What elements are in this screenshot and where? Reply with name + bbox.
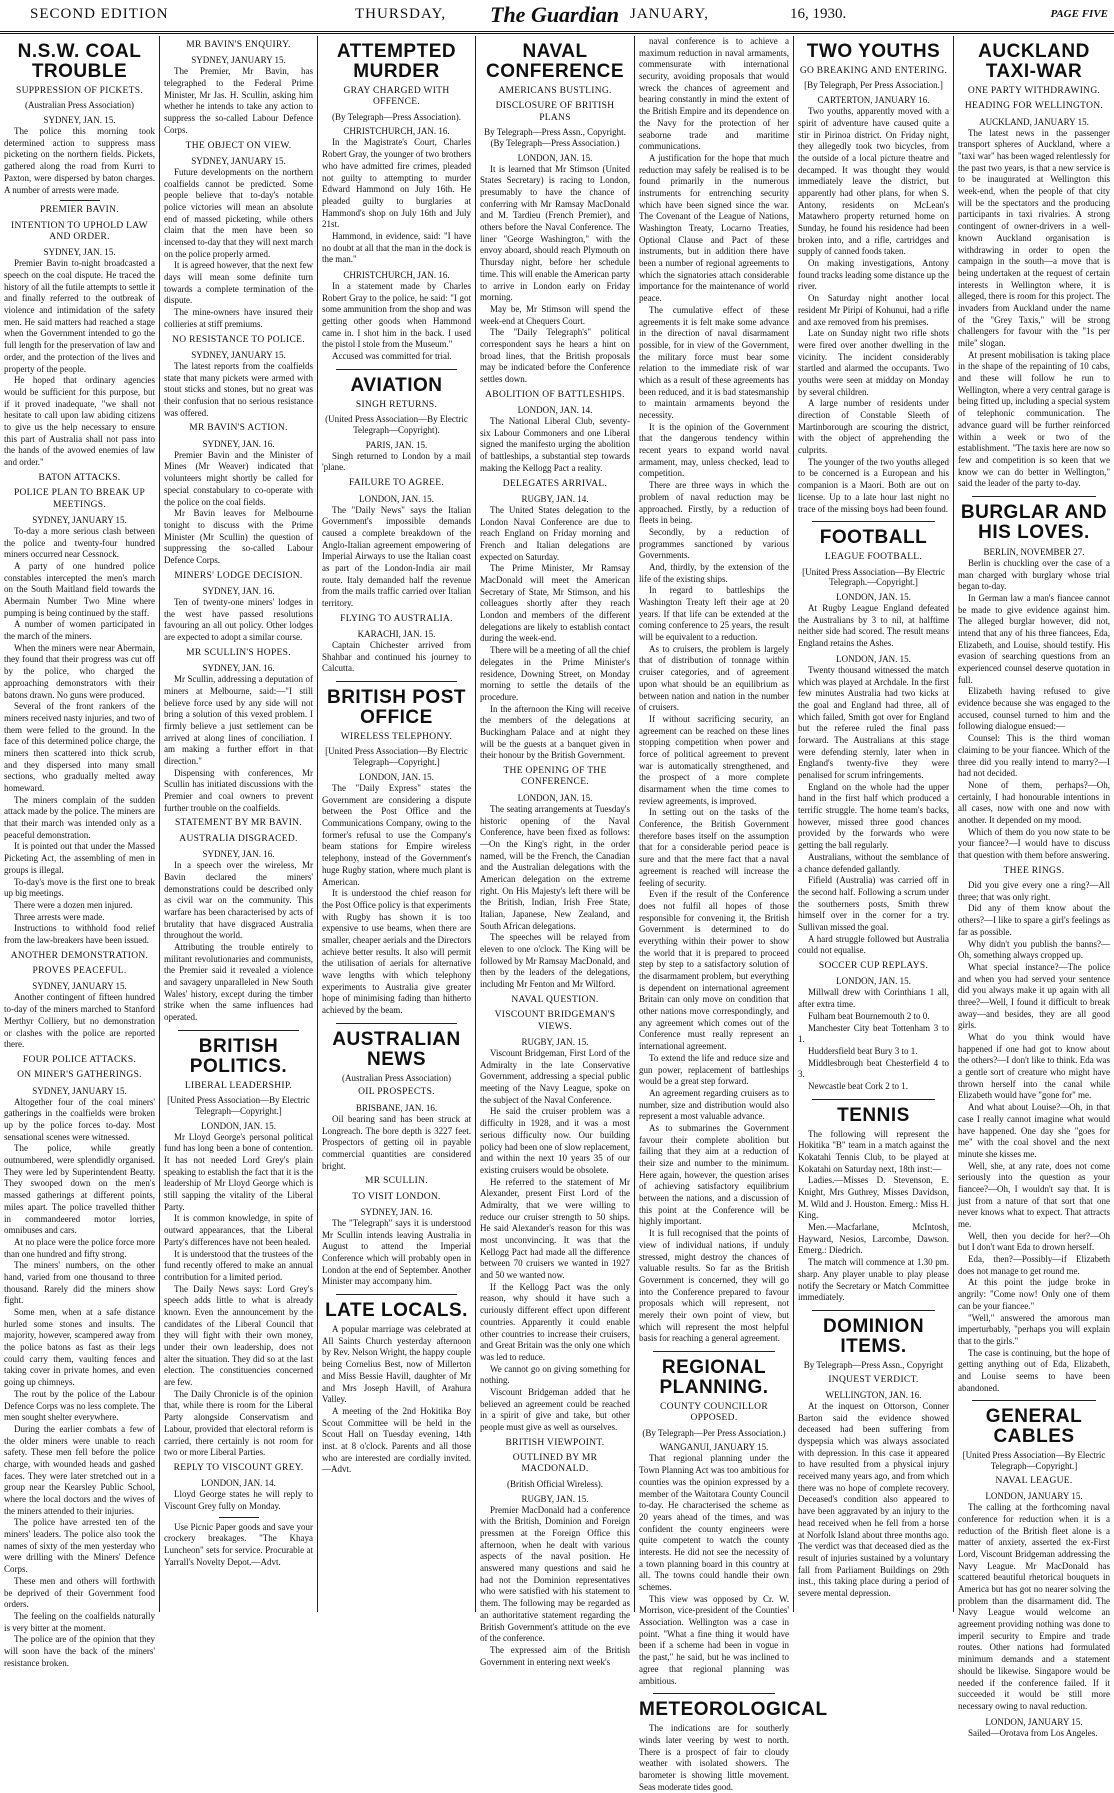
paragraph: It is learned that Mr Stimson (United States Secretary) is racing to London, presumably to have the chance of conferring with Mr Ramsay MacDonald and M. Tardieu (French Premier), and others before the Naval Conference. The liner "George Washington," with the envoy aboard, should reach Plymouth on Thursday night, before her schedule time. This will enable the American party to arrive in London early on Friday morning. [480, 163, 630, 303]
divider [812, 1310, 935, 1311]
paragraph: In regard to battleships the Washington Treaty left their age at 20 years. If that life can be extended at the coming conference to 25 years, the result will be equivalent to a reduction. [639, 585, 789, 643]
headline: LATE LOCALS. [325, 1300, 468, 1322]
paragraph: There were a dozen men injured. [14, 899, 133, 910]
column-1 [0, 36, 160, 1668]
column-3 [318, 36, 476, 1612]
paragraph: The indications are for southerly winds later veering by west to north. There is a prospect of fair to cloudy weather with isolated showers. The barometer is showing little movement. Seas moderate tides good. [639, 1723, 789, 1792]
subheading: AMERICANS BUSTLING. [498, 85, 612, 96]
paragraph: The police are of the opinion that they will soon have the back of the miners' resistance broken. [4, 1634, 155, 1668]
subheading: SOCCER CUP REPLAYS. [818, 961, 929, 972]
paragraph: Well, she, at any rate, does not come seriously into the question as your fiancee?—Oh, I wouldn't say that. It is just from a nature of that sort that one never knows what to expect. That attracts me. [958, 1160, 1110, 1230]
paragraph: Secondly, by a reduction of programmes sanctioned by various Governments. [639, 526, 789, 561]
dateline: PARIS, JAN. 15. [365, 439, 428, 450]
paragraph: These men and others will forthwith be deprived of their Government food orders. [4, 1575, 155, 1610]
source-line: (By Telegraph—Press Association). [332, 111, 461, 122]
paragraph: The latest news in the passenger transport spheres of Auckland, where a "taxi war" has been waged relentlessly for the past two years, is that a new service is to be inaugurated at Wellington this week-end, when the people of that city will be the spectators and the producing participants in taxi rivalries. A strong contingent of owner-drivers in a well-known Auckland organisation is withdrawing in order to open the campaign in the south—a move that is being undertaken at the request of certain interests in Wellington where, it is alleged, there is room for this project. The invaders from Auckland under the name of the "Grey Taxis," will be strong challengers for favour with the "1s per mile" slogan. [958, 127, 1110, 349]
subheading: VISCOUNT BRIDGEMAN'S VIEWS. [494, 1010, 616, 1032]
paragraph: A justification for the hope that much reduction may safely be realised is to be found primarily in the numerous instruments for entrenching security which have been signed since the war. The Covenant of the League of Nations, Washington Treaty, Locarno Treaties, Optional Clause and Pact of these instruments, but in addition there have been a number of regional agreements to which the signatories attach considerable importance for the maintenance of world peace. [639, 152, 789, 304]
advertisement: Use Picnic Paper goods and save your crockery breakages. "The Khaya Luncheon" sets for service. Procurable at Yarrall's Novelty Depot.—Advt. [164, 1521, 313, 1567]
source-line: (By Telegraph—Per Press Association.) [642, 1427, 786, 1438]
masthead [0, 0, 1114, 34]
dateline: SYDNEY, JANUARY 15. [32, 1085, 127, 1096]
paragraph: The miners' numbers, on the other hand, varied from one thousand to three thousand. Rarely did the miners show fight. [4, 1260, 155, 1306]
dateline: LONDON, JAN. 15. [359, 772, 434, 783]
headline: FOOTBALL [819, 527, 928, 549]
divider [336, 369, 457, 370]
subheading: THE OBJECT ON VIEW. [185, 140, 292, 151]
subheading: MR BAVIN'S ENQUIRY. [186, 40, 291, 50]
paragraph: Twenty thousand witnessed the match which was played at Archdale. In the first few minutes Australia had two kicks at the goal and England had three, all of which failed, Smith got over for England but the referee ruled the final pass forward. The Australians at this stage were defending sternly, later when in England's twenty-five they were penalised for scrum infringements. [798, 664, 949, 781]
source-line: (United Press Association—By Electric Telegraph—Copyright). [325, 414, 468, 435]
headline: N.S.W. COAL TROUBLE [17, 41, 142, 82]
paragraph: To-day's move is the first one to break up big meetings. [4, 876, 155, 899]
paragraph: In the Magistrate's Court, Charles Robert Gray, the younger of two brothers who have admitted fire crimes, pleaded not guilty to attempting to murder Edward Hammond on July 16th. He pleaded guilty to burglaries at Hammond's shop on July 16th and July 21st. [322, 137, 471, 230]
subheading: PREMIER BAVIN. [40, 205, 119, 216]
paragraph: Singh returned to London by a mail 'plane. [322, 450, 471, 473]
subheading: SUPPRESSION OF PICKETS. [15, 85, 143, 96]
subheading: SINGH RETURNS. [355, 399, 438, 410]
dateline: LONDON, JAN. 15. [359, 493, 434, 504]
subheading: FLYING TO AUSTRALIA. [340, 613, 453, 624]
source-line: [United Press Association—By Electric Telegraph—Copyright.] [167, 1095, 310, 1116]
paragraph: As to submarines the Government favour their complete abolition but failing that they aim at a reduction of their size and number to the minimum. Here again, however, the question arises of achieving satisfactory equilibrium between the nations, and a discussion of this point at the Conference will be highly important. [639, 1122, 789, 1227]
dateline: LONDON, JANUARY 15. [985, 1716, 1083, 1727]
headline: METEOROLOGICAL [639, 1699, 828, 1721]
subheading: LEAGUE FOOTBALL. [824, 552, 923, 563]
source-line: [United Press Association—By Electric Telegraph—Copyright.] [325, 746, 468, 768]
paragraph: In a statement made by Charles Robert Gray to the police, he said: "I got some ammunition from the shop and was getting other goods when Hammond came in. I shot him in the back. I used the pistol I stole from the Museum." [322, 281, 471, 350]
paragraph: The "Daily News" says the Italian Government's impossible demands caused a complete breakdown of the Anglo-Italian agreement empowering of Imperial Airways to use the Italian coast as part of the London-India air mail route. Italy demanded half the revenue from the mails traffic carried over Italian territory. [322, 504, 471, 609]
paragraph: At present mobilisation is taking place in the shape of the repainting of 10 cabs, and these will follow he run to Wellington, where a very central garage is being fitted up, including a special system of telephonic communication. The advance guard will be further reinforced within a week or two of the establishment. "The taxis here are now so few and competition is so keen that we know we can do better in Wellington," said the leader of the party to-day. [958, 349, 1110, 489]
paragraph: In the afternoon the King will receive the members of the delegations at Buckingham Palace and at night they will be the guests at a banquet given in their honour by the British Government. [480, 703, 630, 761]
subheading: MR SCULLIN. [365, 1176, 428, 1187]
paragraph: On making investigations, Antony found tracks leading some distance up the river. [798, 258, 949, 292]
dateline: RUGBY, JAN. 14. [521, 493, 589, 504]
paragraph: A large number of residents under direction of Constable Sleeth of Martinborough are scouring the district, with the object of apprehending the culprits. [798, 398, 949, 456]
subheading: ONE PARTY WITHDRAWING. [967, 85, 1101, 96]
subheading: OUTLINED BY MR MACDONALD. [512, 1453, 598, 1475]
paragraph: The "Daily Telegraph's" political correspondent says he hears a hint on broad lines, that the British proposals may be indicated before the Conference settles down. [480, 327, 630, 385]
dateline: LONDON, JAN. 14. [517, 405, 593, 416]
divider [653, 1693, 775, 1694]
source-line: [By Telegraph, Per Press Association.] [804, 80, 943, 91]
dateline: SYDNEY, JANUARY 15. [32, 981, 127, 992]
headline: BRITISH POLITICS. [189, 1035, 288, 1077]
subheading: DELEGATES ARRIVAL. [502, 478, 608, 489]
paragraph: Hammond, in evidence, said: "I have no doubt at all that the man in the dock is the man." [322, 230, 471, 265]
paragraph: An agreement regarding cruisers as to number, size and distribution would also represent a most valuable advance. [639, 1087, 789, 1122]
paragraph: The Daily Chronicle is of the opinion that, while there is room for the Liberal Party alongside Conservatism and Labour, provided that electoral reform is carried, there certainly is not room for two or more Liberal Parties. [164, 1388, 313, 1458]
paragraph: It is understood the chief reason for the Post Office policy is that experiments with Rugby has shown it is too expensive to use beams, when there are smaller, cheaper aerials and the Directors achieve better results. It also will permit the utilisation of aerials for alternative wave lengths with which telephony experiments to Australia give greater hope of minimising fading than hitherto achieved by the beam. [322, 888, 471, 1016]
paragraph: The miners complain of the sudden attack made by the police. The miners are that their march was intended only as a peaceful demonstration. [4, 794, 155, 840]
paragraph: The following will represent the Hokitika "B" team in a match against the Kokatahi Tennis Club, to be played at Kokatahi on Saturday next, 18th inst:— [798, 1128, 949, 1174]
headline: AUSTRALIAN NEWS [332, 1028, 461, 1070]
paragraph: The calling at the forthcoming naval conference for reduction when it is a reduction of the British fleet alone is a matter of anxiety, asserted the ex-First Lord, Viscount Bridgeman addressing the Navy League. Mr MacDonald has scattered beautiful rhetorical bouquets in America but has got no nearer solving the problem than the disarmament did. The Navy League would welcome an agreement providing nothing was done to imperil security to Empire and trade routes. Other nations had formulated minimum demands and a statement should be likewise. Singapore would be needed if the conference failed. If it succeeded it would be still more necessary owing to naval reduction. [958, 1502, 1110, 1711]
paragraph: Viscount Bridgeman, First Lord of the Admiralty in the late Conservative Government, addressing a special public meeting of the Navy League, spoke on the subject of the Naval Conference. [480, 1048, 630, 1105]
dateline: KARACHI, JAN. 15. [357, 629, 436, 640]
subheading: COUNTY COUNCILLOR OPPOSED. [660, 1401, 768, 1424]
dateline: LONDON, JAN. 15. [836, 653, 911, 664]
headline: REGIONAL PLANNING. [659, 1357, 769, 1398]
paragraph: Sailed—Orotava from Los Angeles. [968, 1727, 1098, 1738]
dateline: SYDNEY, JANUARY 15. [191, 349, 286, 360]
issue-month: JANUARY, [630, 6, 709, 22]
dateline: RUGBY, JAN. 15. [521, 1037, 589, 1047]
paragraph: A party of one hundred police constables intercepted the men's march on the South Maitland field towards the Abermain Number Two Mine where pumping is being continued by the staff. [4, 560, 155, 618]
dateline: RUGBY, JAN. 15. [521, 1493, 589, 1504]
paragraph: Captain Chichester arrived from Shahbar and continued his journey to Calcutta. [322, 640, 471, 674]
paragraph: Even if the result of the Conference does not fulfil all hopes of those responsible for convening it, the British Government is determined to do everything within their power to show the world that it is prepared to proceed step by step to a satisfactory solution of the disarmament problem, but everything is dependent on international agreement Britain can only move on condition that other nations move correspondingly, and any agreement which comes out of the Conference must really represent an international agreement. [639, 889, 789, 1052]
paragraph: Ten of twenty-one miners' lodges in the west have passed resolutions favouring an all out policy. Other lodges are expected to adopt a similar course. [164, 597, 313, 643]
issue-date: 16, 1930. [790, 6, 847, 22]
headline: AVIATION [350, 374, 443, 396]
subheading: BATON ATTACKS. [38, 472, 121, 483]
paragraph: If the Kellogg Pact was the only reason, why should it have such a curiously different effect upon different countries. Apparently it could enable other countries to increase their cruisers, and Great Britain was the only one which was led to reduce. [480, 1281, 630, 1362]
dateline: CHRISTCHURCH, JAN. 16. [343, 270, 450, 281]
paragraph: In a speech over the wireless, Mr Bavin declared the miners' demonstrations could be described only as civil war on the community. This warfare has been characterised by acts of brutality that have disgraced Australia throughout the world. [164, 860, 313, 941]
paragraph: The case is continuing, but the hope of getting anything out of Eda, Elizabeth, and Louise seems to have been abandoned. [958, 1347, 1110, 1393]
dateline: SYDNEY, JANUARY 15. [191, 155, 286, 166]
subheading: FOUR POLICE ATTACKS. [22, 1054, 137, 1065]
dateline: LONDON, JAN. 15. [201, 1120, 276, 1131]
headline: TENNIS [837, 1104, 910, 1126]
subheading: STATEMENT BY MR BAVIN. [174, 818, 303, 829]
paragraph: Instructions to withhold food relief from the law-breakers have been issued. [4, 923, 155, 945]
paragraph: Did any of them know about the others?—I like to spare a girl's feelings as far as possible. [958, 903, 1110, 937]
paragraph: Elizabeth having refused to give evidence because she was engaged to the accused, counsel turned to him and the following dialogue ensued:— [958, 686, 1110, 732]
dateline: CARTERTON, JANUARY 16. [817, 95, 930, 106]
subheading: THE OPENING OF THE CONFERENCE. [503, 766, 607, 788]
paragraph: It is pointed out that under the Massed Picketing Act, the assembling of men in groups is illegal. [4, 841, 155, 875]
paragraph: To extend the life and reduce size and gun power, replacement of battleships would be a great step forward. [639, 1052, 789, 1087]
paragraph: The police have arrested ten of the miners' leaders. The police also took the names of sixty of the men yesterday who were drilling with the Miners' Defence Corps. [4, 1517, 155, 1575]
paragraph: Altogether four of the coal miners' gatherings in the coalfields were broken up by the police forces to-day. Most sensational scenes were witnessed. [4, 1096, 155, 1142]
dateline: SYDNEY, JANUARY 15. [32, 514, 127, 525]
dateline: CHRISTCHURCH, JAN. 16. [343, 126, 450, 137]
dateline: LONDON, JAN. 15. [517, 792, 593, 803]
paragraph: The "Daily Express" states the Government are considering a dispute between the Post Office and the Communications Company, owing to the former's refusal to use the Company's beam stations for Empire wireless telephony, instead of the Government's huge Rugby station, where much plant is American. [322, 783, 471, 887]
paragraph: Premier Bavin to-night broadcasted a speech on the coal dispute. He traced the history of all the futile attempts to settle it and finally referred to the outbreak of violence and intimidation of the safety men. He said matters had reached a stage when the Government intended to go the full length for the preservation of law and order, and the protection of the lives and property of the people. [4, 258, 155, 374]
source-line: (Australian Press Association) [25, 100, 134, 111]
paragraph: It is the opinion of the Government that the dangerous tendency within recent years to expand world naval armament, may, unless checked, lead to competition. [639, 421, 789, 479]
paragraph: A number of women participated in the march of the miners. [4, 619, 155, 642]
paragraph: Middlesbrough beat Chesterfield 4 to 3. [798, 1057, 949, 1080]
dateline: LONDON, JAN. 15. [517, 152, 593, 163]
subheading: ABOLITION OF BATTLESHIPS. [485, 389, 625, 400]
dateline: WELLINGTON, JAN. 16. [825, 1389, 922, 1400]
subheading: ON MINER'S GATHERINGS. [17, 1070, 142, 1081]
subheading: PROVES PEACEFUL. [32, 966, 127, 977]
subheading: INTENTION TO UPHOLD LAW AND ORDER. [11, 220, 148, 242]
paragraph: Several of the front rankers of the miners received nasty injuries, and two of them were felled to the ground. In the face of this determined police charge, the miners then scattered into thick scrub, and they dispersed into many small sections, who gradually melted away homeward. [4, 701, 155, 794]
paragraph: It is common knowledge, in spite of outward appearances, that the Liberal Party's differences have not been healed. [164, 1213, 313, 1247]
paragraph: Premier Bavin and the Minister of Mines (Mr Weaver) indicated that volunteers might shortly be called for special constabulary to co-operate with the police on the coal fields. [164, 449, 313, 507]
divider [336, 681, 457, 682]
paragraph: Two youths, apparently moved with a spirit of adventure have caused quite a stir in Pirinoa district. On Friday night, they allegedly took two bicycles, from the outside of a local picture theatre and decamped. It was thought they would immediately leave the district, but apparently had other plans, for when S. Antony, residents on McLean's Matawhero property returned home on Sunday, he found his residence had been broken into, and a rifle, cartridges and supply of canned foods taken. [798, 106, 949, 257]
edition-label: SECOND EDITION [30, 6, 169, 22]
paragraph: The mine-owners have insured their collieries at stiff premiums. [164, 307, 313, 329]
paragraph: He referred to the statement of Mr Alexander, present First Lord of the Admiralty, that we were willing to reduce our cruiser strength to 50 ships. He said Alexander's reason for this was most unconvincing. It was that the Kellogg Pact had made all the difference between 70 cruisers we wanted in 1927 and 50 we wanted now. [480, 1176, 630, 1281]
paragraph: The cumulative effect of these agreements it is felt make some advance in the direction of naval disarmament possible, for in view of the Government, the military force must bear some relation to the immediate risk of war which as a result of these agreements has been reduced, and it is bad statesmanship to maintain armaments beyond the necessity. [639, 304, 789, 420]
source-line: [United Press Association—By Electric Telegraph.—Copyright.] [802, 566, 945, 588]
dateline: SYDNEY, JAN. 16. [360, 1207, 433, 1218]
subheading: WIRELESS TELEPHONY. [340, 732, 453, 743]
paragraph: Manchester City beat Tottenham 3 to 1. [798, 1022, 949, 1045]
paragraph: The expressed aim of the British Government in entering next week's [480, 1644, 630, 1667]
subheading: MR SCULLIN'S HOPES. [186, 647, 291, 658]
paragraph: Fifield (Australia) was carried off in the second half. Following a scrum under the southerners posts, Smith threw himself over in the corner for a try. Sullivan missed the goal. [798, 875, 949, 932]
paragraph: Australians, without the semblance of a chance defended gallantly. [798, 851, 949, 874]
paragraph: Future developments on the northern coalfields cannot be predicted. Some people believe that to-day's notable police victories will mean an absolute end of massed picketing, while others claim that the men have been so incensed to-day that they will next march on the police properly armed. [164, 166, 313, 259]
paragraph: He said the cruiser problem was a difficulty in 1928, and it was a most serious difficulty now. Our building policy had been one of slow replacement, and within the next 10 years 35 of our existing cruisers would be obsolete. [480, 1106, 630, 1175]
dateline: SYDNEY, JAN. 15. [43, 247, 116, 258]
paragraph: At the inquest on Ottorson, Conner Barton said the evidence showed deceased had been suffering from dyspepsia which was always associated with depression. In this case it appeared to have resulted from a physical injury received many years ago, and from which there was no hope of complete recovery. Deceased's condition also appeared to have been aggravated by an injury to the head received when he fell from a horse at Norfolk Island about three months ago. The verdict was that deceased died as the result of injuries sustained by a voluntary fall from Parliament Buildings on 29th inst., this taking place during a period of severe mental depression. [798, 1400, 949, 1598]
source-line: [United Press Association—By Electric Telegraph—Copyright.] [962, 1450, 1106, 1472]
paragraph: What special instance?—The police and when you had served your sentence did you always make it up again with all three?—Well, I found it difficult to break away—and besides, they are all good girls. [958, 961, 1110, 1031]
paragraph: Did you give every one a ring?—All three; that was only right. [958, 880, 1110, 902]
paragraph: Accused was committed for trial. [332, 351, 452, 362]
headline: ATTEMPTED MURDER [336, 41, 457, 82]
dateline: BERLIN, NOVEMBER 27. [983, 546, 1085, 557]
paragraph: Oil bearing sand has been struck at Longreach. The bore depth is 3227 feet. Prospectors of getting oil in payable commercial quantities are considered bright. [322, 1113, 471, 1171]
paragraph: A popular marriage was celebrated at All Saints Church yesterday afternoon by Rev. Nelson Wright, the happy couple being Cornelius Best, now of Millerton and Miss Bessie Havill, daughter of Mr and Mrs Joseph Havill, of Arahura Valley. [322, 1324, 471, 1405]
paragraph: Three arrests were made. [14, 911, 105, 922]
paragraph: The match will commence at 1.30 pm. sharp. Any player unable to play please notify the Secretary or Match Committee immediately. [798, 1257, 949, 1303]
dateline: SYDNEY, JAN. 16. [202, 663, 275, 674]
paragraph: That regional planning under the Town Planning Act was too ambitious for counties was the opinion expressed by a member of the Waitotara County Council to-day. He characterised the scheme as 20 years ahead of the times, and was confident the county engineers were quite competent to watch the county interests. He did not see the necessity of a town planning board in this country at all. The towns could handle their own schemes. [639, 1453, 789, 1593]
subheading: LIBERAL LEADERSHIP. [184, 1080, 293, 1091]
column-2 [160, 36, 318, 1612]
subheading: MINERS' LODGE DECISION. [174, 570, 303, 581]
dateline: LONDON, JAN. 14. [201, 1478, 276, 1489]
source-line: By Telegraph—Press Assn., Copyright. (By Telegraph—Press Association.) [484, 127, 626, 148]
paragraph: Some men, when at a safe distance hurled some stones and insults. The majority, however, scampered away from the police batons as fast as their legs could carry them, vaulting fences and taking cover in private homes, and even going up chimneys. [4, 1307, 155, 1388]
paragraph: It is agreed however, that the next few days will mean some definite turn towards a complete termination of the dispute. [164, 260, 313, 306]
paragraph: May be, Mr Stimson will spend the week-end at Chequers Court. [480, 303, 630, 326]
paragraph: This view was opposed by Cr. W. Morrison, vice-president of the Counties' Association. Wellington was a case in point. "What a fine thing it would have been if a scheme had been in vogue in the past," he said, but he was inclined to agree that regional planning was ambitious. [639, 1593, 789, 1686]
column-5 [635, 36, 828, 1792]
paragraph: And what about Louise?—Oh, in that case I really cannot imagine what would have happened. One day she "goes for me" with the coal shovel and the next minute she kisses me. [958, 1102, 1110, 1159]
headline: AUCKLAND TAXI-WAR [978, 41, 1090, 82]
paragraph: Huddersfield beat Bury 3 to 1. [808, 1045, 918, 1056]
page-number: PAGE FIVE [1050, 8, 1108, 20]
paragraph: Viscount Bridgeman added that he believed an agreement could be reached in a spirit of give and take, but other people must give as well as ourselves. [480, 1386, 630, 1432]
paragraph: The Premier, Mr Bavin, has telegraphed to the Federal Prime Minister, Mr Jas. H. Scullin, asking him whether he intends to take any action to suppress the so-called Labour Defence Corps. [164, 66, 313, 135]
dateline: BRISBANE, JAN. 16. [355, 1102, 438, 1113]
subheading: ANOTHER DEMONSTRATION. [10, 950, 149, 961]
paragraph: Premier MacDonald had a conference with the British, Dominion and Foreign pressmen at the Foreign Office this afternoon, when he dealt with various aspects of the naval position. He answered many questions and said he had not the Dominion representatives who were satisfied with his statement to them. The following may be regarded as an authoritative statement regarding the British Government's attitude on the eve of the conference. [480, 1504, 630, 1644]
subheading: NAVAL LEAGUE. [995, 1475, 1073, 1486]
paragraph: There will be a meeting of all the chief delegates in the Prime Minister's residence, Downing Street, on Monday morning to settle the details of the procedure. [480, 645, 630, 702]
subheading: AUSTRALIA DISGRACED. [179, 833, 298, 844]
subheading: GRAY CHARGED WITH OFFENCE. [343, 85, 450, 108]
headline: GENERAL CABLES [985, 1406, 1083, 1448]
columns [0, 36, 1114, 1792]
subheading: DISCLOSURE OF BRITISH PLANS [495, 101, 615, 123]
paragraph: There are three ways in which the problem of naval reduction may be approached. Firstly, by a reduction of fleets in being. [639, 480, 789, 526]
paragraph: England on the whole had the upper hand in the first half which produced a terrific struggle. The home team's backs, however, missed three good chances provided by the forwards who were getting the ball regularly. [798, 781, 949, 851]
paragraph: Why didn't you publish the banns?—Oh, something always cropped up. [958, 938, 1110, 961]
dateline: SYDNEY, JANUARY 15. [191, 55, 286, 66]
subheading: NAVAL QUESTION. [511, 994, 599, 1005]
paragraph: The police this morning took determined action to suppress mass picketing on the northern fields. Pickets, gathered along the road from Kurri to Paxton, were dispersed by baton charges. A number of arrests were made. [4, 126, 155, 195]
paragraph: To-day a more serious clash between the police and twenty-four hundred miners occurred near Cessnock. [4, 525, 155, 560]
paragraph: Dispensing with conferences, Mr Scullin has initiated discussions with the Premier and coal owners to prevent further trouble on the coalfields. [164, 767, 313, 813]
divider [653, 1351, 775, 1352]
paragraph: During the earlier combats a few of the older miners were unable to reach safety. These men fell before the police charge, with wounded heads and gashed faces. They were later stretched out in a group near the Kearsley Public School, where the local doctors and the wives of the miners attended to their injuries. [4, 1423, 155, 1516]
paragraph: He hoped that ordinary agencies would be sufficient for this purpose, but if it proved inadequate, "we shall not hesitate to call upon law abiding citizens to give us the help necessary to ensure this part of Australia shall not pass into the hands of the avowed enemies of law and order." [4, 375, 155, 468]
source-line: (Australian Press Association) [342, 1072, 451, 1083]
headline: TWO YOUTHS [806, 41, 941, 62]
paragraph: In setting out on the tasks of the Conference, the British Government therefore bases itself on the assumption that for a considerable period peace is sure and that the mere fact that a naval agreement is reached will increase the feeling of security. [639, 807, 789, 888]
paragraph: Which of them do you now state to be your fiancee?—I would have to discuss that question with them before answering. [958, 826, 1110, 861]
paragraph: On Saturday night another local resident Mr Piripi of Kohunui, had a rifle and axe removed from his premises. [798, 293, 949, 327]
paragraph: Berlin is chuckling over the case of a man charged with burglary whose trial began to-day. [958, 557, 1110, 592]
paragraph: The "Telegraph" says it is understood Mr Scullin intends leaving Australia in August to attend the Imperial Conference which will probably open in London at the end of September. Another Minister may accompany him. [322, 1218, 471, 1287]
paragraph: Ladies.—Misses D. Stevenson, E. Knight, Mrs Guthrey, Misses Davidson, M. Wild and J. Houston. Emerg.: Miss H. King. [798, 1175, 949, 1221]
column-4 [476, 36, 635, 1667]
paragraph: The speeches will be relayed from eleven to one o'clock. The King will be followed by Mr Ramsay MacDonald, and then by the leaders of the delegations, including Mr Fenton and Mr Wilford. [480, 932, 630, 990]
paragraph: It is full recognised that the points of view of individual nations, if unduly stressed, might destroy the chances of valuable results. So far as the British Government is concerned, they will go into the Conference prepared to favour proposals which will represent, not merely their own point of view, but which will represent the most helpful basis for reaching a general agreement. [639, 1228, 789, 1344]
subheading: FAILURE TO AGREE. [348, 478, 445, 489]
paragraph: The rout by the police of the Labour Defence Corps was no less complete. The men sought shelter everywhere. [4, 1388, 155, 1423]
headline: DOMINION ITEMS. [822, 1315, 925, 1357]
divider [178, 1030, 299, 1031]
headline: BRITISH POST OFFICE [326, 687, 466, 729]
paragraph: Newcastle beat Cork 2 to 1. [808, 1080, 908, 1091]
paragraph: What do you think would have happened if one had got to know about the others?—I don't like to think. Eda was a gentle sort of creature who might have thrown herself into the canal while Elizabeth would have "gone for" me. [958, 1032, 1110, 1101]
issue-day: THURSDAY, [355, 6, 447, 22]
paragraph: A hard struggle followed but Australia could not equalise. [798, 933, 949, 956]
divider [60, 200, 100, 201]
column-6 [794, 36, 954, 1612]
divider [336, 1023, 457, 1024]
dateline: LONDON, JAN. 15. [836, 976, 911, 987]
subheading: REPLY TO VISCOUNT GREY. [173, 1462, 304, 1473]
paragraph: At no place were the police force more than one hundred and fifty strong. [4, 1236, 155, 1259]
paragraph: The United States delegation to the London Naval Conference are due to reach England on Friday morning and French and Italian delegations are expected on Saturday. [480, 504, 630, 562]
divider [972, 1400, 1096, 1401]
paragraph: "Well," answered the amorous man imperturbably, "perhaps you will explain that to the girls." [958, 1312, 1110, 1346]
dateline: SYDNEY, JAN. 16. [202, 849, 275, 860]
paragraph: The Prime Minister, Mr Ramsay MacDonald will meet the American Secretary of State, Mr Stimson, and his colleagues shortly after they reach London and members of the different delegations are likely to establish contact during the week-end. [480, 563, 630, 644]
paragraph: Fulham beat Bournemouth 2 to 0. [808, 1010, 930, 1021]
paragraph: At this point the judge broke in angrily: "Come now! Only one of them can be your fiancee." [958, 1277, 1110, 1311]
paragraph: We cannot go on giving something for nothing. [480, 1363, 630, 1386]
paragraph: Another contingent of fifteen hundred to-day of the miners marched to Stanford Merthyr Colliery, but no demonstration or clashes with the police are reported there. [4, 992, 155, 1050]
divider [812, 521, 935, 522]
paragraph: If without sacrificing security, an agreement can be reached on these lines stopping competition when power and force of political agreement to prevent war is automatically strengthened, and the prospect of a more complete disarmament when the time comes to review agreements, is improved. [639, 713, 789, 806]
subheading: HEADING FOR WELLINGTON. [964, 101, 1104, 112]
dateline: LONDON, JAN. 15. [836, 592, 911, 603]
paragraph: Late on Sunday night two rifle shots were fired over another dwelling in the vicinity. The incident considerably startled and alarmed the occupants. Two youths were seen at midday on Monday by several children. [798, 328, 949, 397]
paragraph: The Daily News says: Lord Grey's speech adds little to what is already known. Even the announcement by the candidates of the Liberal Council that they will fight with their own money, under their own leadership, does not alter the situation. They did so at the last election. The constituencies concerned are few. [164, 1283, 313, 1388]
paragraph: As to cruisers, the problem is largely that of distribution of tonnage within cruiser categories, and of agreement upon what should be an equilibrium as between nation and nation in the number of cruisers. [639, 643, 789, 713]
subheading: INQUEST VERDICT. [828, 1374, 919, 1385]
divider [219, 1517, 259, 1518]
paragraph: Millwall drew with Corinthians 1 all, after extra time. [798, 987, 949, 1010]
paragraph: The National Liberal Club, seventy-six Labour Commoners and one Liberal signed the manifesto urging the abolition of battleships, a substantial step towards making the Kellogg Pact a reality. [480, 416, 630, 473]
paragraph: The younger of the two youths alleged to be concerned is a European and his companion is a Maori. Both are out on license. Up to a late hour last night no trace of the missing boys had been found. [798, 456, 949, 514]
paragraph: At Rugby League England defeated the Australians by 3 to nil, at halftime neither side had scored. The result means England retains the Ashes. [798, 603, 949, 649]
paragraph: naval conference is to achieve a maximum reduction in naval armaments, commensurate with international security, avoiding proposals that would wreck the chances of agreement and bearing constantly in mind the extent of the British Empire and its dependence on the Navy for the protection of her seaborne trade and maritime communications. [639, 36, 789, 152]
subheading: THEE RINGS. [1003, 865, 1065, 876]
paragraph: Counsel: This is the third woman claiming to be your fiancee. Which of the three did you really intend to marry?—I had not decided. [958, 733, 1110, 779]
paragraph: Mr Lloyd George's personal political fund has long been a bone of contention. It has not needed Lord Grey's plain speaking to establish the fact that it is the leadership of Mr Lloyd George which is still sapping the vitality of the Liberal Party. [164, 1131, 313, 1212]
subheading: GO BREAKING AND ENTERING. [799, 65, 948, 76]
paragraph: And, thirdly, by the extension of the life of the existing ships. [639, 561, 789, 584]
paragraph: Eda, then?—Possibly—if Elizabeth does not manage to get round me. [958, 1254, 1110, 1276]
dateline: AUCKLAND, JANUARY 15. [979, 116, 1089, 127]
dateline: SYDNEY, JAN. 16. [202, 438, 275, 449]
dateline: WANGANUI, JANUARY 15. [659, 1442, 769, 1453]
dateline: SYDNEY, JAN. 15. [43, 115, 116, 126]
paragraph: Attributing the trouble entirely to militant revolutionaries and communists, the Premier said it revealed a violence and savagery unparalleled in New South Wales' history, except during the timber strike when the same influences had operated. [164, 942, 313, 1023]
paragraph: When the miners were near Abermain, they found that their progress was cut off by the police, who charged the approaching demonstrators with their batons drawn. No guns were produced. [4, 642, 155, 700]
paragraph: The latest reports from the coalfields state that many pickets were armed with stout sticks and stones, but no great was their confusion that no serious resistance was offered. [164, 360, 313, 418]
paragraph: The police, while greatly outnumbered, were splendidly organised. They were led by Superintendent Beatty. They swooped down on the men's massed gatherings at different points, miles apart. The police travelled thither in commandeered motor lorries, omnibuses and cars. [4, 1143, 155, 1236]
paragraph: Mr Scullin, addressing a deputation of miners at Melbourne, said:—"I still believe force used by any side will not bring a solution of this vexed problem. I firmly believe a just settlement can be arrived at along lines of conciliation. I am making a further effort in that direction." [164, 674, 313, 766]
paragraph: The seating arrangements at Tuesday's historic opening of the Naval Conference, have been fixed as follows:—On the King's right, in the order named, will be the French, the Canadian and the Australian delegations with the American delegation on the extreme right. On His Majesty's left there will be the British, Indian, Irish Free State, Italian, Japanese, New Zealand, and South African delegations. [480, 803, 630, 931]
subheading: TO VISIT LONDON. [352, 1191, 441, 1202]
paragraph: None of them, perhaps?—Oh, certainly, I had honourable intentions in all cases, now with one and now with another. It depended on my mood. [958, 779, 1110, 825]
subheading: NO RESISTANCE TO POLICE. [172, 334, 305, 345]
subheading: OIL PROSPECTS. [358, 1087, 435, 1098]
paragraph: Mr Bavin leaves for Melbourne tonight to discuss with the Prime Minister (Mr Scullin) the question of suppressing the so-called Labour Defence Corps. [164, 508, 313, 565]
paragraph: The feeling on the coalfields naturally is very bitter at the moment. [4, 1610, 155, 1633]
divider [336, 1294, 457, 1295]
column-7 [954, 36, 1114, 1738]
newspaper-title: The Guardian [490, 2, 619, 27]
subheading: POLICE PLAN TO BREAK UP MEETINGS. [13, 488, 146, 510]
paragraph: Well, then you decide for her?—Oh but I don't want Eda to drown herself. [958, 1230, 1110, 1253]
divider [972, 496, 1096, 497]
advertisement: A meeting of the 2nd Hokitika Boy Scout Committee will be held in the Scout Hall on Tuesday evening, 14th inst. at 8 o'clock. Parents and all those who are interested are cordially invited.—Advt. [322, 1405, 471, 1475]
headline: BURGLAR AND HIS LOVES. [960, 501, 1108, 543]
dateline: SYDNEY, JAN. 16. [202, 586, 275, 597]
paragraph: Men.—Macfarlane, McIntosh, Hayward, Nesios, Larcombe, Dawson. Emerg.: Diedrich. [798, 1222, 949, 1256]
paragraph: Lloyd George states he will reply to Viscount Grey fully on Monday. [164, 1489, 313, 1511]
headline: NAVAL CONFERENCE [485, 41, 624, 82]
subheading: BRITISH VIEWPOINT. [505, 1437, 605, 1448]
subheading: MR BAVIN'S ACTION. [189, 423, 288, 434]
divider [812, 1099, 935, 1100]
source-line: (British Official Wireless). [506, 1478, 604, 1489]
source-line: By Telegraph—Press Assn., Copyright [803, 1359, 944, 1370]
paragraph: In German law a man's fiancee cannot be made to give evidence against him. The alleged burglar however, did not, intend that any of his three fiancees, Eda, Elizabeth, and Louise, should testify. His evasion of searching questions from an experienced counsel deserve quotation in full. [958, 592, 1110, 685]
paragraph: It is understood that the trustees of the fund recently offered to make an annual contribution for a limited period. [164, 1248, 313, 1282]
dateline: LONDON, JANUARY 15. [985, 1491, 1083, 1502]
